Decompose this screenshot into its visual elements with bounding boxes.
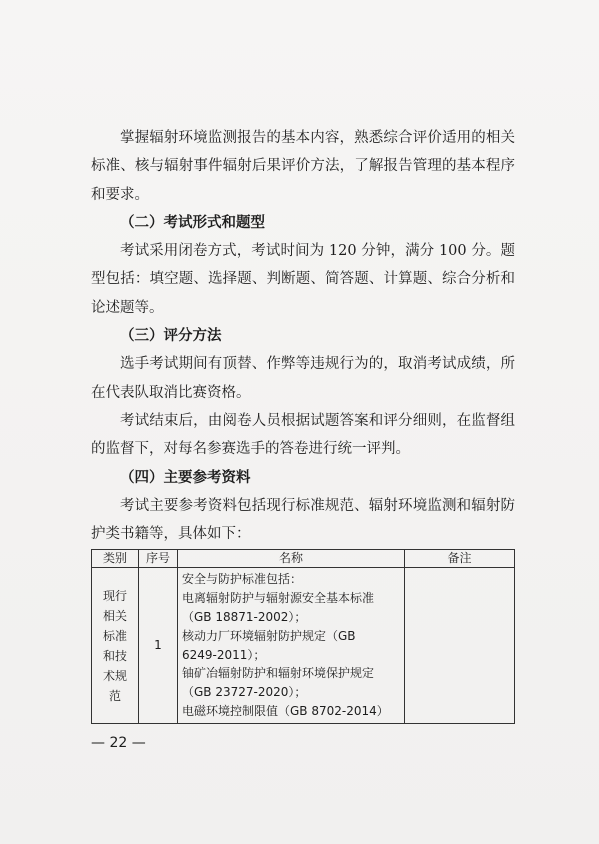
category-line: 术规: [102, 668, 127, 683]
heading-scoring-method: （三）评分方法: [120, 327, 222, 345]
cell-note: [405, 568, 515, 723]
document-body: [91, 124, 515, 724]
name-line: 安全与防护标准包括：: [182, 572, 303, 587]
category-line: 范: [108, 688, 121, 703]
name-line: 铀矿冶辐射防护和辐射环境保护规定: [182, 666, 375, 681]
header-name: 名称: [178, 550, 405, 568]
header-category: 类别: [92, 550, 139, 568]
name-line: 6249-2011）；: [182, 647, 266, 662]
name-line: 核动力厂环境辐射防护规定（GB: [182, 628, 356, 643]
category-line: 标准: [102, 628, 127, 643]
name-line: （GB 18871-2002）；: [182, 610, 307, 625]
cell-number: 1: [139, 568, 178, 723]
heading-exam-format: （二）考试形式和题型: [120, 213, 265, 231]
category-line: 和技: [102, 648, 127, 663]
header-number: 序号: [139, 550, 178, 568]
paragraph-exam-format: 考试采用闭卷方式，考试时间为 120 分钟，满分 100 分。题型包括：填空题、选择题、判断题、简答题、计算题、综合分析和论述题等。: [91, 243, 515, 316]
paragraph-report-content: 掌握辐射环境监测报告的基本内容，熟悉综合评价适用的相关标准、核与辐射事件辐射后果评价方法，了解报告管理的基本程序和要求。: [91, 130, 515, 203]
name-line: 电磁环境控制限值（GB 8702-2014）: [182, 704, 389, 719]
category-line: 现行: [102, 588, 127, 603]
heading-references: （四）主要参考资料: [120, 468, 251, 486]
paragraph-references-intro: 考试主要参考资料包括现行标准规范、辐射环境监测和辐射防护类书籍等，具体如下：: [91, 497, 515, 543]
references-table: [91, 549, 515, 723]
name-line: 电离辐射防护与辐射源安全基本标准: [182, 591, 375, 606]
paragraph-grading-process: 考试结束后，由阅卷人员根据试题答案和评分细则，在监督组的监督下，对每名参赛选手的答卷进行统一评判。: [91, 412, 515, 458]
category-line: 相关: [102, 608, 127, 623]
page-number: — 22 —: [91, 735, 146, 751]
cell-category: [92, 568, 139, 723]
table-header-row: [92, 550, 515, 568]
name-line: （GB 23727-2020）；: [182, 685, 307, 700]
table-row: [92, 568, 515, 723]
header-note: 备注: [405, 550, 515, 568]
cell-name: [178, 568, 405, 723]
paragraph-violation-rule: 选手考试期间有顶替、作弊等违规行为的，取消考试成绩，所在代表队取消比赛资格。: [91, 356, 515, 401]
